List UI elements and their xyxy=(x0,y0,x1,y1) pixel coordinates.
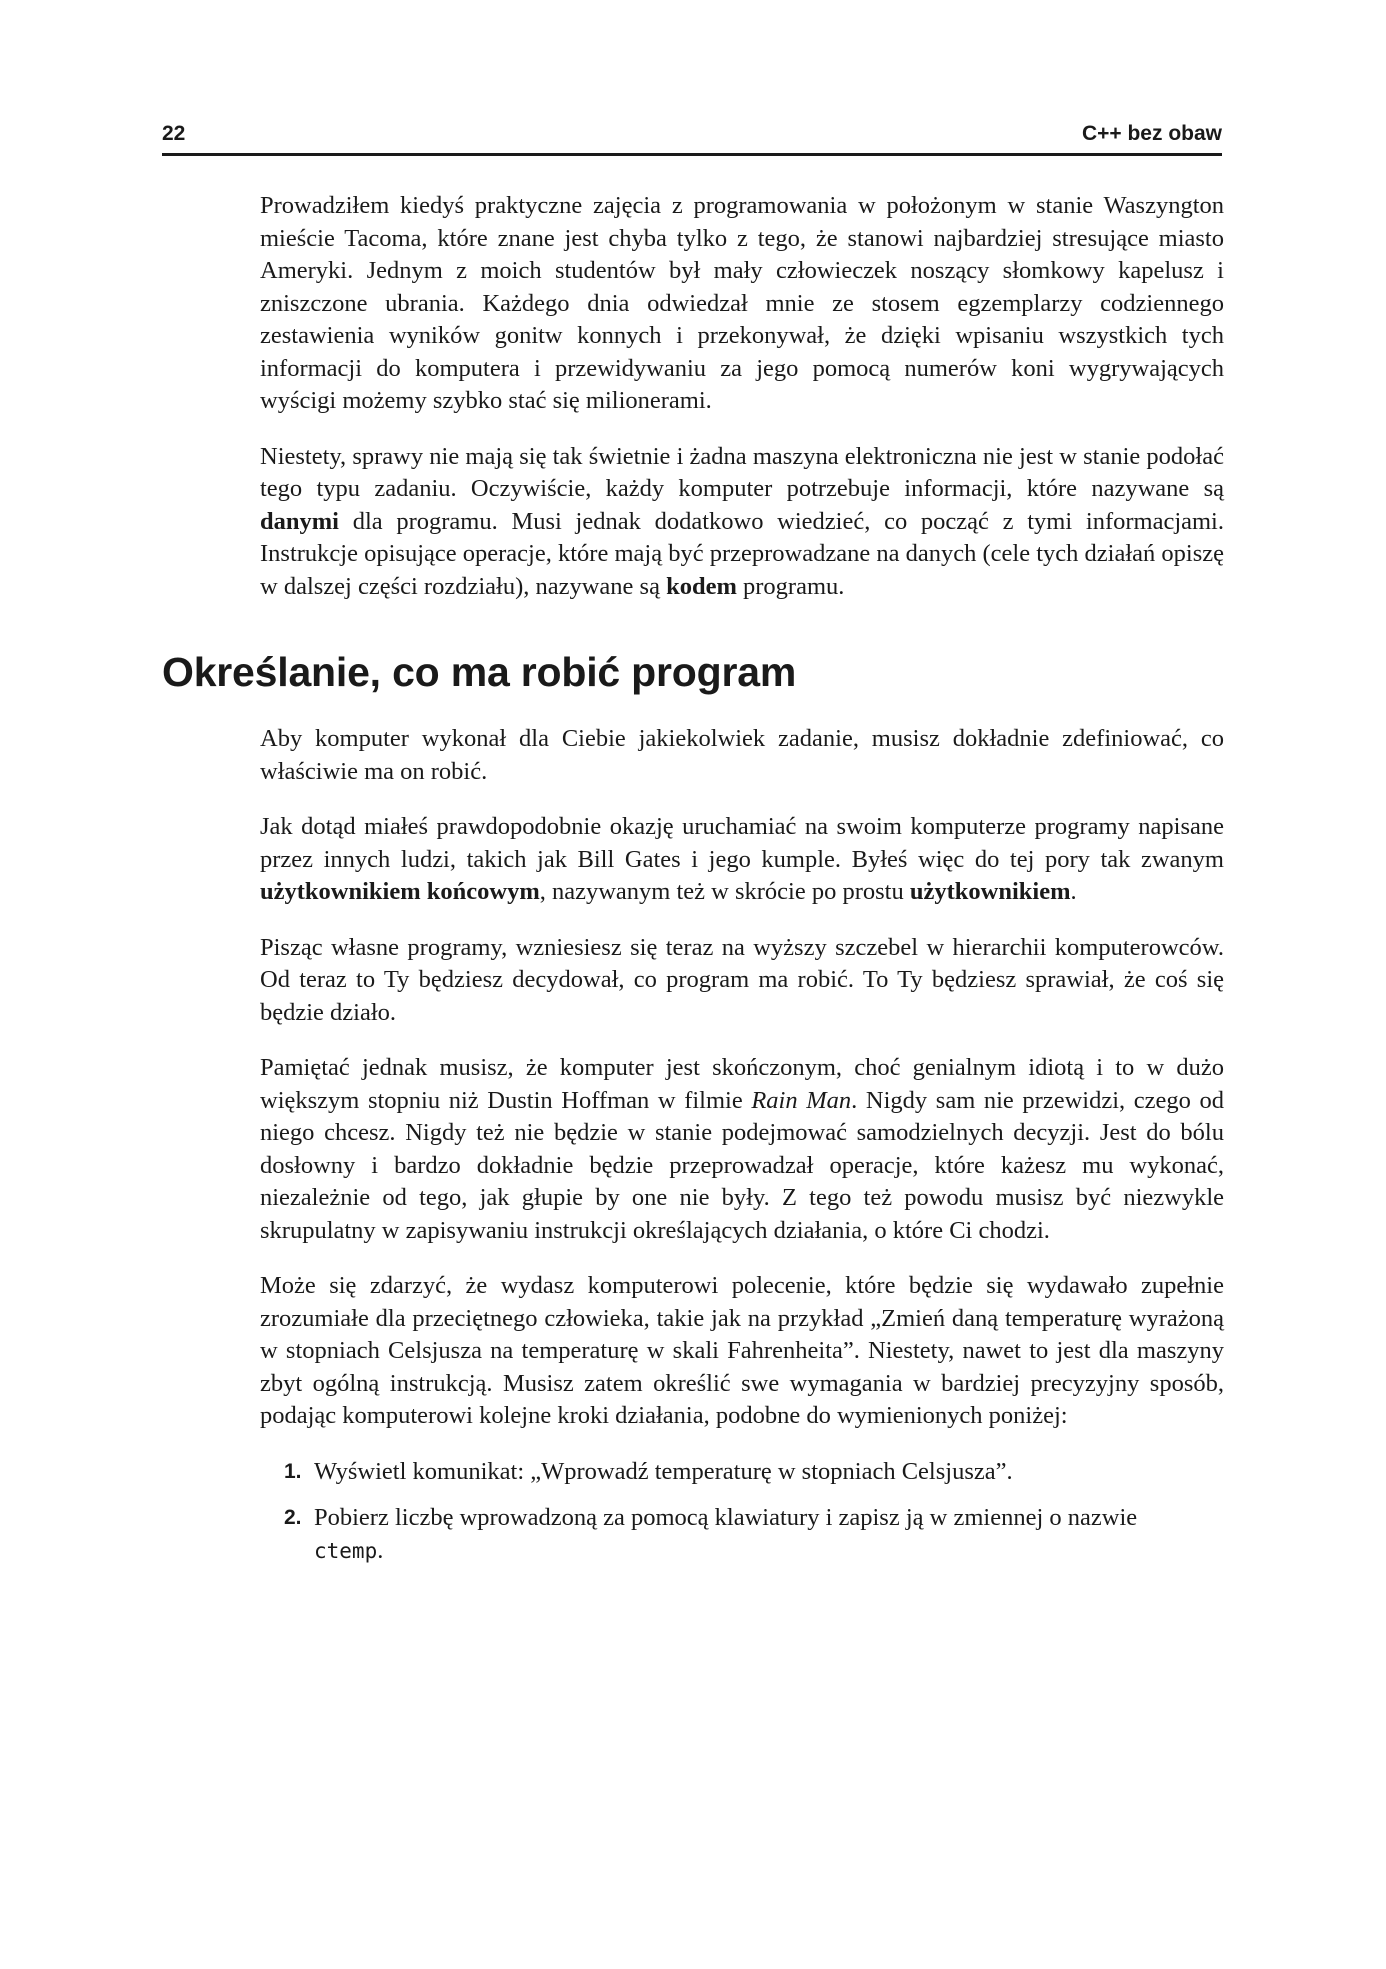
step-number: 2. xyxy=(284,1506,302,1529)
list-item xyxy=(284,1502,1174,1567)
step-text: Wyświetl komunikat: „Wprowadź temperaturę w stopniach Celsjusza”. xyxy=(314,1457,1013,1485)
text-run: . Nigdy sam nie przewidzi, czego od niego chcesz. Nigdy też nie będzie w stanie podejmować samodzielnych decyzji. Jest do bólu dosłowny i bardzo dokładnie będzie przeprowadzał operacje, które każesz mu wykonać, niezależnie od tego, jak głupie by one nie były. Z tego też powodu musisz być niezwykle skrupulatny w zapisywaniu instrukcji określających działania, o które Ci chodzi. xyxy=(260,1086,1225,1244)
text-run: Niestety, sprawy nie mają się tak świetnie i żadna maszyna elektroniczna nie jest w stanie podołać tego typu zadaniu. Oczywiście, każdy komputer potrzebuje informacji, które nazywane są xyxy=(260,442,1224,502)
book-title: C++ bez obaw xyxy=(1081,122,1222,145)
term-end-user: użytkownikiem końcowym xyxy=(260,878,540,905)
text-run: programu. xyxy=(736,572,845,600)
term-code: kodem xyxy=(666,572,737,600)
paragraph-define-task: Aby komputer wykonał dla Ciebie jakiekolwiek zadanie, musisz dokładnie zdefiniować, co właściwie ma on robić. xyxy=(260,725,1224,785)
step-text: . xyxy=(377,1536,384,1564)
list-item xyxy=(284,1456,1174,1489)
paragraph-genius-idiot xyxy=(260,1052,1224,1247)
steps-list xyxy=(260,1456,1224,1568)
code-variable: ctemp xyxy=(314,1538,378,1563)
page-content xyxy=(162,190,1225,1581)
step-text: Pobierz liczbę wprowadzoną za pomocą klawiatury i zapisz ją w zmiennej o nazwie xyxy=(314,1504,1138,1531)
term-user: użytkownikiem xyxy=(909,878,1071,905)
paragraph-own-programs: Pisząc własne programy, wzniesiesz się teraz na wyższy szczebel w hierarchii komputerowców. Od teraz to Ty będziesz decydował, co program ma robić. To Ty będziesz sprawiał, że coś się będzie działo. xyxy=(260,933,1224,1026)
running-header xyxy=(162,117,1222,156)
paragraph-precise-instructions: Może się zdarzyć, że wydasz komputerowi polecenie, które będzie się wydawało zupełnie zrozumiałe dla przeciętnego człowieka, takie jak na przykład „Zmień daną temperaturę wyrażoną w stopniach Celsjusza na temperaturę w skali Fahrenheita”. Niestety, nawet to jest dla maszyny zbyt ogólną instrukcją. Musisz zatem określić swe wymagania w bardziej precyzyjny sposób, podając komputerowi kolejne kroki działania, podobne do wymienionych poniżej: xyxy=(260,1272,1224,1429)
paragraph-horse-racing: Prowadziłem kiedyś praktyczne zajęcia z programowania w położonym w stanie Waszyngton mieście Tacoma, które znane jest chyba tylko z tego, że stanowi najbardziej stresujące miasto Ameryki. Jednym z moich studentów był mały człowieczek noszący słomkowy kapelusz i zniszczone ubrania. Każdego dnia odwiedzał mnie ze stosem egzemplarzy codziennego zestawienia wyników gonitw konnych i przekonywał, że dzięki wpisaniu wszystkich tych informacji do komputera i przewidywaniu za jego pomocą numerów koni wygrywających wyścigi możemy szybko stać się milionerami. xyxy=(260,192,1224,414)
paragraph-data-and-code xyxy=(260,441,1224,604)
text-run: dla programu. Musi jednak dodatkowo wiedzieć, co począć z tymi informacjami. Instrukcje opisujące operacje, które mają być przeprowadzane na danych (cele tych działań opiszę w dalszej części rozdziału), nazywane są xyxy=(260,507,1224,600)
film-title: Rain Man xyxy=(751,1086,852,1114)
page-number: 22 xyxy=(162,122,186,145)
step-number: 1. xyxy=(284,1459,302,1483)
section-heading: Określanie, co ma robić program xyxy=(162,649,797,695)
text-run: . xyxy=(1070,878,1077,905)
text-run: , nazywanym też w skrócie po prostu xyxy=(539,878,910,905)
text-run: Jak dotąd miałeś prawdopodobnie okazję uruchamiać na swoim komputerze programy napisane przez innych ludzi, takich jak Bill Gates i jego kumple. Byłeś więc do tej pory tak zwanym xyxy=(260,813,1224,873)
text-run: Pamiętać jednak musisz, że komputer jest skończonym, choć genialnym idiotą i to w dużo większym stopniu niż Dustin Hoffman w filmie xyxy=(260,1054,1224,1114)
term-data: danymi xyxy=(260,507,339,535)
paragraph-end-user xyxy=(260,811,1224,909)
